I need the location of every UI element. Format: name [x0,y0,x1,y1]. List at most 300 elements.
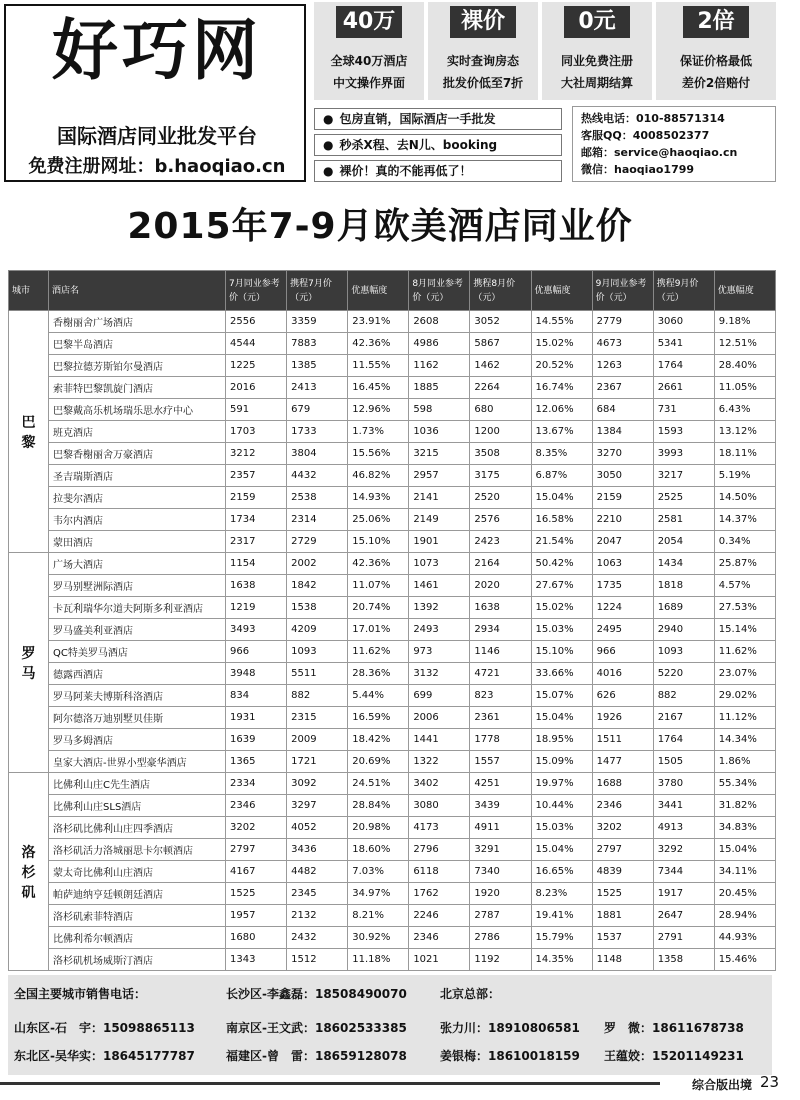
hotel-name-cell: 比佛利山庄SLS酒店 [49,795,226,817]
price-cell: 2796 [409,839,470,861]
price-cell: 1735 [592,575,653,597]
price-cell: 4721 [470,663,531,685]
price-cell: 7344 [653,861,714,883]
bullet-text: 包房直销，国际酒店一手批发 [339,112,496,126]
price-cell: 1093 [287,641,348,663]
table-row [9,795,776,817]
col-header: 7月同业参考价（元） [226,271,287,311]
col-header: 酒店名 [49,271,226,311]
price-cell: 44.93% [714,927,775,949]
table-row [9,597,776,619]
table-row [9,509,776,531]
price-cell: 4544 [226,333,287,355]
feature-line: 批发价低至7折 [442,76,524,90]
price-cell: 1224 [592,597,653,619]
table-row [9,817,776,839]
price-cell: 4052 [287,817,348,839]
price-cell: 882 [287,685,348,707]
feature-badge: 2倍 [683,6,749,38]
feature-box [656,2,776,100]
feature-line: 中文操作界面 [332,76,405,90]
price-cell: 16.74% [531,377,592,399]
price-cell: 2346 [592,795,653,817]
price-cell: 1764 [653,355,714,377]
price-cell: 3297 [287,795,348,817]
price-cell: 2797 [226,839,287,861]
bullet-dot-icon: ● [323,112,334,126]
hotel-name-cell: 索菲特巴黎凯旋门酒店 [49,377,226,399]
price-cell: 1162 [409,355,470,377]
table-row [9,421,776,443]
table-row [9,377,776,399]
table-row [9,553,776,575]
price-cell: 10.44% [531,795,592,817]
contact-line: 东北区-吴华实：18645177787 [14,1049,195,1063]
price-cell: 1764 [653,729,714,751]
price-cell: 18.42% [348,729,409,751]
price-cell: 18.60% [348,839,409,861]
logo-box [4,4,306,182]
price-cell: 3217 [653,465,714,487]
col-header: 携程8月价（元） [470,271,531,311]
price-cell: 15.10% [348,531,409,553]
price-cell: 4986 [409,333,470,355]
price-cell: 1638 [226,575,287,597]
price-cell: 1957 [226,905,287,927]
price-cell: 6.87% [531,465,592,487]
price-cell: 2357 [226,465,287,487]
price-cell: 8.35% [531,443,592,465]
price-cell: 15.03% [531,619,592,641]
price-cell: 2020 [470,575,531,597]
hotel-name-cell: 罗马阿莱夫博斯科洛酒店 [49,685,226,707]
price-table [8,270,776,971]
price-cell: 1734 [226,509,287,531]
price-cell: 2345 [287,883,348,905]
price-cell: 8.21% [348,905,409,927]
price-cell: 11.12% [714,707,775,729]
contact-line: 北京总部： [440,987,501,1001]
price-cell: 2159 [592,487,653,509]
price-cell: 50.42% [531,553,592,575]
price-cell: 3436 [287,839,348,861]
brand-subtitle: 国际酒店同业批发平台 [57,124,257,148]
table-row [9,773,776,795]
price-cell: 20.52% [531,355,592,377]
feature-line: 同业免费注册 [560,54,633,68]
price-cell: 20.45% [714,883,775,905]
price-cell: 16.58% [531,509,592,531]
price-cell: 2246 [409,905,470,927]
table-row [9,619,776,641]
price-cell: 2264 [470,377,531,399]
price-cell: 34.83% [714,817,775,839]
hotel-name-cell: 广场大酒店 [49,553,226,575]
price-cell: 834 [226,685,287,707]
hotel-name-cell: 拉斐尔酒店 [49,487,226,509]
price-cell: 1525 [226,883,287,905]
price-cell: 2159 [226,487,287,509]
price-cell: 15.04% [531,707,592,729]
price-cell: 2729 [287,531,348,553]
price-cell: 679 [287,399,348,421]
hotel-name-cell: 蒙太奇比佛利山庄酒店 [49,861,226,883]
price-cell: 15.09% [531,751,592,773]
price-cell: 7883 [287,333,348,355]
price-cell: 3402 [409,773,470,795]
hotel-name-cell: 德露西酒店 [49,663,226,685]
hotel-name-cell: 巴黎半岛酒店 [49,333,226,355]
price-cell: 27.53% [714,597,775,619]
price-cell: 11.18% [348,949,409,971]
price-cell: 1818 [653,575,714,597]
hotel-name-cell: 皇家大酒店-世界小型豪华酒店 [49,751,226,773]
price-cell: 1688 [592,773,653,795]
price-cell: 14.55% [531,311,592,333]
price-cell: 4016 [592,663,653,685]
price-cell: 13.12% [714,421,775,443]
hotel-name-cell: 韦尔内酒店 [49,509,226,531]
price-cell: 3052 [470,311,531,333]
hotline: 热线电话：010-88571314 [581,112,725,125]
price-cell: 2047 [592,531,653,553]
price-cell: 9.18% [714,311,775,333]
price-cell: 14.34% [714,729,775,751]
price-cell: 3292 [653,839,714,861]
price-cell: 23.07% [714,663,775,685]
price-cell: 20.98% [348,817,409,839]
price-cell: 3202 [592,817,653,839]
price-cell: 4839 [592,861,653,883]
price-cell: 14.35% [531,949,592,971]
price-cell: 7.03% [348,861,409,883]
price-cell: 591 [226,399,287,421]
price-cell: 29.02% [714,685,775,707]
price-cell: 18.95% [531,729,592,751]
price-cell: 3215 [409,443,470,465]
price-cell: 966 [592,641,653,663]
price-cell: 1537 [592,927,653,949]
price-cell: 16.45% [348,377,409,399]
price-cell: 34.11% [714,861,775,883]
price-cell: 2493 [409,619,470,641]
contact-line: 罗 微：18611678738 [604,1021,744,1035]
price-cell: 6.43% [714,399,775,421]
price-cell: 42.36% [348,333,409,355]
price-cell: 1461 [409,575,470,597]
price-cell: 2525 [653,487,714,509]
price-cell: 21.54% [531,531,592,553]
price-cell: 4673 [592,333,653,355]
price-cell: 13.67% [531,421,592,443]
price-cell: 2210 [592,509,653,531]
contact-line: 长沙区-李鑫磊：18508490070 [226,987,407,1001]
price-cell: 699 [409,685,470,707]
table-row [9,905,776,927]
price-cell: 4167 [226,861,287,883]
price-cell: 1689 [653,597,714,619]
contact-line: 姜银梅：18610018159 [440,1049,580,1063]
price-cell: 28.40% [714,355,775,377]
price-cell: 3441 [653,795,714,817]
price-cell: 1511 [592,729,653,751]
price-cell: 5867 [470,333,531,355]
feature-box [428,2,538,100]
price-cell: 1901 [409,531,470,553]
price-cell: 3993 [653,443,714,465]
table-row [9,641,776,663]
price-cell: 2556 [226,311,287,333]
price-cell: 15.14% [714,619,775,641]
price-cell: 5511 [287,663,348,685]
price-cell: 2132 [287,905,348,927]
price-cell: 2520 [470,487,531,509]
price-cell: 14.37% [714,509,775,531]
col-header: 携程9月价（元） [653,271,714,311]
price-cell: 16.59% [348,707,409,729]
price-cell: 15.04% [531,839,592,861]
price-cell: 3202 [226,817,287,839]
table-row [9,575,776,597]
price-cell: 1219 [226,597,287,619]
hotel-name-cell: 比佛利山庄C先生酒店 [49,773,226,795]
contact-box [572,106,776,182]
col-header: 优惠幅度 [714,271,775,311]
price-cell: 3050 [592,465,653,487]
price-cell: 1639 [226,729,287,751]
price-cell: 1525 [592,883,653,905]
price-cell: 1073 [409,553,470,575]
price-cell: 42.36% [348,553,409,575]
price-cell: 3080 [409,795,470,817]
price-cell: 1.86% [714,751,775,773]
bullet-dot-icon: ● [323,138,334,152]
price-cell: 4432 [287,465,348,487]
price-cell: 2608 [409,311,470,333]
price-cell: 684 [592,399,653,421]
bullet-dot-icon: ● [323,164,334,178]
table-row [9,399,776,421]
table-header-row [9,271,776,311]
feature-line: 保证价格最低 [679,54,752,68]
table-row [9,465,776,487]
col-header: 优惠幅度 [531,271,592,311]
price-cell: 30.92% [348,927,409,949]
price-cell: 4913 [653,817,714,839]
hotel-name-cell: 巴黎香榭丽舍万豪酒店 [49,443,226,465]
email: 邮箱：service@haoqiao.cn [581,146,738,159]
table-row [9,663,776,685]
price-cell: 731 [653,399,714,421]
price-cell: 626 [592,685,653,707]
city-cell: 洛杉矶 [9,773,49,971]
price-cell: 1885 [409,377,470,399]
price-cell: 2016 [226,377,287,399]
price-cell: 4.57% [714,575,775,597]
price-cell: 966 [226,641,287,663]
price-cell: 2149 [409,509,470,531]
price-cell: 2334 [226,773,287,795]
price-cell: 12.96% [348,399,409,421]
price-cell: 1931 [226,707,287,729]
price-cell: 18.11% [714,443,775,465]
price-cell: 2495 [592,619,653,641]
price-cell: 3508 [470,443,531,465]
price-cell: 15.10% [531,641,592,663]
price-cell: 7340 [470,861,531,883]
price-cell: 3212 [226,443,287,465]
price-cell: 2581 [653,509,714,531]
price-cell: 1021 [409,949,470,971]
feature-badge: 40万 [336,6,402,38]
bullet-text: 裸价！真的不能再低了！ [339,164,472,178]
price-cell: 17.01% [348,619,409,641]
table-row [9,487,776,509]
price-cell: 3780 [653,773,714,795]
price-cell: 25.87% [714,553,775,575]
contact-line: 张力川：18910806581 [440,1021,580,1035]
price-cell: 33.66% [531,663,592,685]
price-cell: 1462 [470,355,531,377]
hotel-name-cell: 卡瓦利瑞华尔道夫阿斯多利亚酒店 [49,597,226,619]
hotel-name-cell: 罗马盛美利亚酒店 [49,619,226,641]
price-cell: 1093 [653,641,714,663]
feature-line: 大社周期结算 [560,76,633,90]
price-cell: 823 [470,685,531,707]
col-header: 9月同业参考价（元） [592,271,653,311]
price-cell: 34.97% [348,883,409,905]
price-cell: 1322 [409,751,470,773]
price-cell: 2346 [409,927,470,949]
price-cell: 14.50% [714,487,775,509]
table-row [9,443,776,465]
contact-line: 福建区-曾 雷：18659128078 [226,1049,407,1063]
bullet-text: 秒杀X程、去N儿、booking [339,138,498,152]
price-cell: 973 [409,641,470,663]
table-row [9,949,776,971]
hotel-name-cell: 洛杉矶比佛利山庄四季酒店 [49,817,226,839]
price-cell: 2141 [409,487,470,509]
price-cell: 55.34% [714,773,775,795]
price-cell: 11.62% [714,641,775,663]
price-cell: 2314 [287,509,348,531]
price-cell: 31.82% [714,795,775,817]
price-cell: 11.05% [714,377,775,399]
price-cell: 15.46% [714,949,775,971]
price-cell: 12.06% [531,399,592,421]
price-cell: 15.04% [531,487,592,509]
price-cell: 23.91% [348,311,409,333]
table-row [9,839,776,861]
table-body [9,311,776,971]
price-cell: 1385 [287,355,348,377]
price-cell: 2797 [592,839,653,861]
price-cell: 1920 [470,883,531,905]
price-cell: 2661 [653,377,714,399]
price-cell: 882 [653,685,714,707]
price-cell: 2317 [226,531,287,553]
price-cell: 2791 [653,927,714,949]
price-cell: 1721 [287,751,348,773]
price-cell: 3175 [470,465,531,487]
col-header: 城市 [9,271,49,311]
price-cell: 1680 [226,927,287,949]
price-cell: 1.73% [348,421,409,443]
price-cell: 2538 [287,487,348,509]
price-cell: 46.82% [348,465,409,487]
price-cell: 1146 [470,641,531,663]
price-cell: 1917 [653,883,714,905]
feature-badge: 裸价 [450,6,516,38]
price-cell: 1148 [592,949,653,971]
price-cell: 3493 [226,619,287,641]
price-cell: 1477 [592,751,653,773]
table-row [9,707,776,729]
price-cell: 1762 [409,883,470,905]
hotel-name-cell: 巴黎戴高乐机场瑞乐思水疗中心 [49,399,226,421]
price-cell: 15.07% [531,685,592,707]
hotel-name-cell: QC特美罗马酒店 [49,641,226,663]
price-cell: 20.69% [348,751,409,773]
price-cell: 3359 [287,311,348,333]
price-cell: 28.36% [348,663,409,685]
hotel-name-cell: 巴黎拉德芳斯铂尔曼酒店 [49,355,226,377]
price-cell: 2009 [287,729,348,751]
table-row [9,883,776,905]
price-cell: 6118 [409,861,470,883]
price-cell: 1192 [470,949,531,971]
price-cell: 1733 [287,421,348,443]
price-cell: 1881 [592,905,653,927]
contact-line: 全国主要城市销售电话： [14,987,147,1001]
price-cell: 4209 [287,619,348,641]
price-cell: 1512 [287,949,348,971]
feature-box [542,2,652,100]
price-cell: 2054 [653,531,714,553]
table-row [9,861,776,883]
price-cell: 11.62% [348,641,409,663]
feature-badge: 0元 [564,6,630,38]
price-cell: 0.34% [714,531,775,553]
price-cell: 2006 [409,707,470,729]
price-cell: 16.65% [531,861,592,883]
contact-line: 王蕴姣：15201149231 [604,1049,744,1063]
price-cell: 11.55% [348,355,409,377]
hotel-name-cell: 帕萨迪纳亨廷顿朗廷酒店 [49,883,226,905]
price-cell: 1200 [470,421,531,443]
bullet-item [314,160,562,182]
price-cell: 598 [409,399,470,421]
price-cell: 19.97% [531,773,592,795]
sales-contacts [8,975,772,1075]
price-cell: 5220 [653,663,714,685]
price-cell: 3092 [287,773,348,795]
page-title: 2015年7-9月欧美酒店同业价 [127,206,633,247]
hotel-name-cell: 罗马别墅洲际酒店 [49,575,226,597]
price-cell: 11.07% [348,575,409,597]
price-cell: 1778 [470,729,531,751]
price-cell: 3270 [592,443,653,465]
col-header: 优惠幅度 [348,271,409,311]
price-cell: 1434 [653,553,714,575]
price-cell: 1365 [226,751,287,773]
price-cell: 4911 [470,817,531,839]
price-cell: 2779 [592,311,653,333]
hotel-name-cell: 洛杉矶机场威斯汀酒店 [49,949,226,971]
price-cell: 1063 [592,553,653,575]
bullet-item [314,134,562,156]
price-cell: 5.44% [348,685,409,707]
